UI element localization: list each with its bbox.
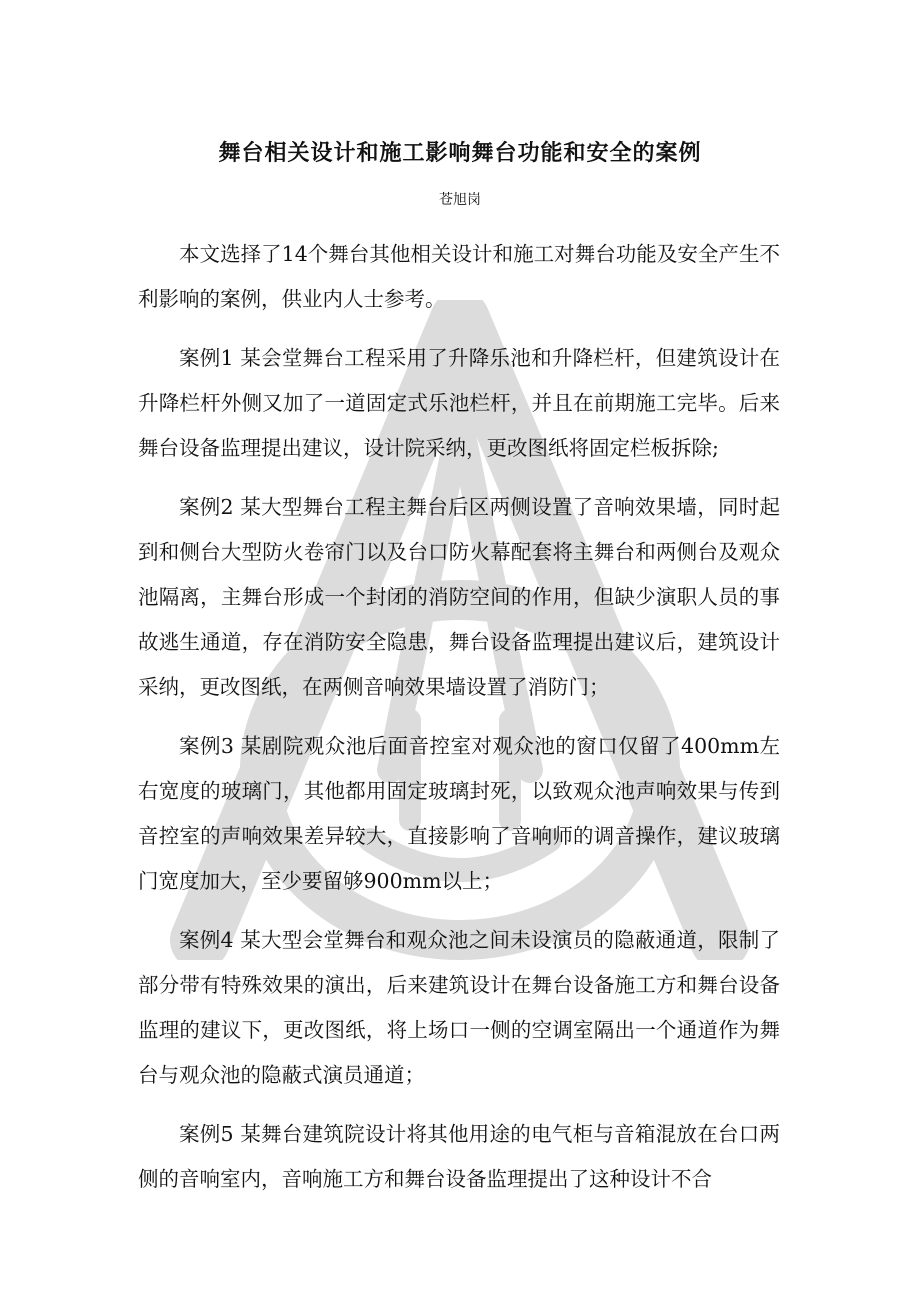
paragraph-case-2: 案例2 某大型舞台工程主舞台后区两侧设置了音响效果墙，同时起到和侧台大型防火卷帘门以及台口防火幕配套将主舞台和两侧台及观众池隔离，主舞台形成一个封闭的消防空间的作用，但缺少演职人员的事故逃生通道，存在消防安全隐患，舞台设备监理提出建议后，建筑设计采纳，更改图纸，在两侧音响效果墙设置了消防门； (138, 495, 780, 699)
page-title: 舞台相关设计和施工影响舞台功能和安全的案例 (218, 140, 702, 166)
author-name: 苍旭岗 (439, 192, 481, 208)
paragraph-case-4: 案例4 某大型会堂舞台和观众池之间未设演员的隐蔽通道，限制了部分带有特殊效果的演出，后来建筑设计在舞台设备施工方和舞台设备监理的建议下，更改图纸，将上场口一侧的空调室隔出一个通道作为舞台与观众池的隐蔽式演员通道； (138, 928, 780, 1087)
paragraph-intro: 本文选择了14个舞台其他相关设计和施工对舞台功能及安全产生不利影响的案例，供业内人士参考。 (138, 242, 780, 311)
paragraph-case-1: 案例1 某会堂舞台工程采用了升降乐池和升降栏杆，但建筑设计在升降栏杆外侧又加了一道固定式乐池栏杆，并且在前期施工完毕。后来舞台设备监理提出建议，设计院采纳，更改图纸将固定栏板拆除; (138, 346, 780, 460)
paragraph-case-5: 案例5 某舞台建筑院设计将其他用途的电气柜与音箱混放在台口两侧的音响室内，音响施工方和舞台设备监理提出了这种设计不合 (138, 1122, 780, 1191)
paragraph-case-3: 案例3 某剧院观众池后面音控室对观众池的窗口仅留了400mm左右宽度的玻璃门，其他都用固定玻璃封死，以致观众池声响效果与传到音控室的声响效果差异较大，直接影响了音响师的调音操作，建议玻璃门宽度加大，至少要留够900mm以上； (138, 734, 780, 893)
document-body (138, 232, 780, 1216)
